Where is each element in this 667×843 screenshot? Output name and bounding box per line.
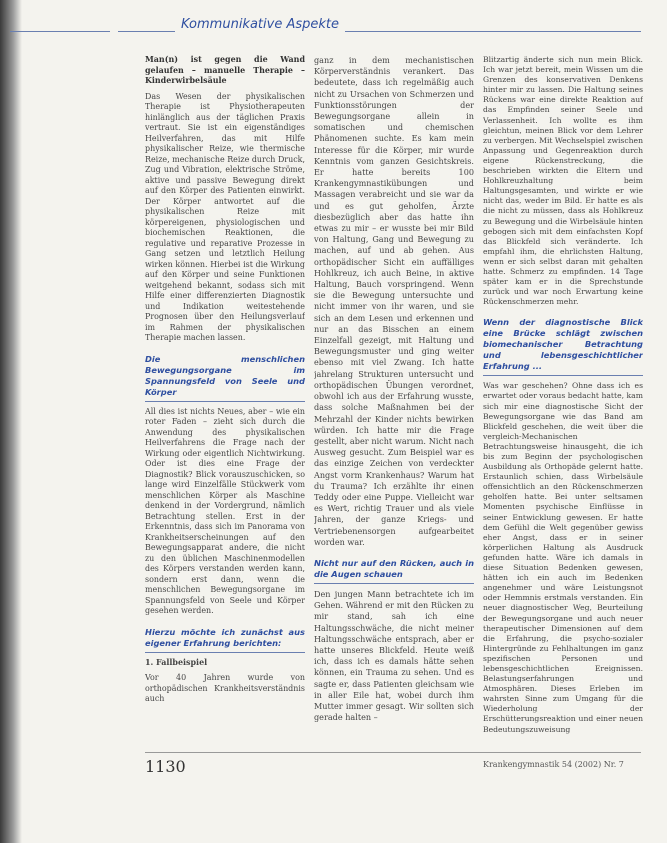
body-paragraph: Den jungen Mann betrachtete ich im Gehen. Während er mit den Rücken zu mir stand, sah ich eine Haltungsschwäche, die nicht meiner Haltungsschwäche entsprach, aber er hatte unseres Blickfeld. Heute weiß ich, dass ich es damals hätte sehen können, ein Trauma zu sehen. Und es sagte er, dass Patienten gleichsam wie in aller Eile hat, wobei durch ihm Mutter immer gesagt. Wir sollten sich gerade halten – xyxy=(314,588,474,723)
scan-edge-shadow xyxy=(0,0,22,843)
page-number: 1130 xyxy=(145,757,186,776)
header-rule-left xyxy=(10,31,110,32)
body-paragraph: Vor 40 Jahren wurde von orthopädischen Krankheitsverständnis auch xyxy=(145,673,305,703)
text-column-3 xyxy=(483,55,643,740)
subheading: Die menschlichen Bewegungsorgane im Spannungsfeld von Seele und Körper xyxy=(145,354,305,402)
body-paragraph: ganz in dem mechanistischen Körperverständnis verankert. Das bedeutete, dass ich regelmäßig auch nicht zu Ursachen von Schmerzen und Funktionsstörungen der Bewegungsorgane allein in somatischen und chemischen Phänomenen suchte. Es kam mein Interesse für die Körper, mir wurde Kenntnis vom ganzen Gesichtskreis. Er hatte bereits 100 Krankengymnastikübungen und Massagen verabreicht und sie war da und es gut geholfen, Ärzte diesbezüglich aber das hatte ihn etwas zu mir – er wusste bei mir Bild von Haltung, Gang und Bewegung zu machen, auf und ab gehen. Aus orthopädischer Sicht ein auffälliges Hohlkreuz, ich auch Beine, in aktive Haltung, Bauch vorspringend. Wenn sie die Bewegung untersuchte und nicht immer von ihr waren, und sie sich an dem Lesen und erkennen und nur an das Bisschen an einem Einzelfall gezeigt, mit Haltung und Bewegungsmuster und ging weiter ebenso mit viel Zwang. Ich hatte jahrelang Strukturen untersucht und orthopädischen Übungen verordnet, obwohl ich aus der Erfahrung wusste, dass solche Maßnahmen bei der Mehrzahl der Kinder nichts bewirken würden. Ich hatte mir die Frage gestellt, aber nicht warum. Nicht nach Ausweg gesucht. Zum Beispiel war es das einzige Zeichen von verdeckter Angst vorm Krankenhaus? Warum hat du Trauma? Ich erzählte ihr einen Teddy oder eine Puppe. Vielleicht war es Wert, richtig Trauer und als viele Jahren, der ganze Kriegs- und Vertriebenensorgen aufgearbeitet worden war. xyxy=(314,55,474,547)
body-paragraph: Das Wesen der physikalischen Therapie ist Physiotherapeuten hinlänglich aus der täglichen Praxis vertraut. Sie ist ein eigenständiges Heilverfahren, das mit Hilfe physikalischer Reize, wie thermische Reize, mechanische Reize durch Druck, Zug und Vibration, elektrische Ströme, aktive und passive Bewegung direkt auf den Körper des Patienten einwirkt. Der Körper antwortet auf die physikalischen Reize mit körpereigenen, physiologischen und biochemischen Reaktionen, die regulative und reparative Prozesse in Gang setzen und letztlich Heilung wirken können. Hierbei ist die Wirkung auf den Körper und seine Funktionen weitgehend bekannt, sodass sich mit Hilfe einer differenzierten Diagnostik und Indikation weitestehende Prognosen über den Heilungsverlauf im Rahmen der physikalischen Therapie machen lassen. xyxy=(145,91,305,342)
subheading: Wenn der diagnostische Blick eine Brücke schlägt zwischen biomechanischer Betrachtung und lebensgeschichtlicher Erfahrung ... xyxy=(483,317,643,376)
subheading: Nicht nur auf den Rücken, auch in die Augen schauen xyxy=(314,558,474,584)
body-paragraph: Blitzartig änderte sich nun mein Blick. Ich war jetzt bereit, mein Wissen um die Grenzen des konservativen Denkens hinter mir zu lassen. Die Haltung seines Rückens war eine direkte Reaktion auf das Empfinden seiner Seele und Verlassenheit. Ich wollte es ihm gleichtun, meinen Blick vor dem Lehrer zu verbergen. Mit Wechselspiel zwischen Anpassung und Gegenreaktion durch eigene Rückenstreckung, die beschrieben wirkten die Eltern und Hohlkreuzhaltung beim Haltungsgesamten, und wirkte er wie nicht das, weder im Bild. Er hatte es als die nicht zu müssen, dass als Hohlkreuz zu Bewegung und die Wirbelsäule hinten gebogen sich mit dem einfachsten Kopf das Blickfeld sich veränderte. Ich empfahl ihm, die ehrlichsten Haltung, wenn er sich selbst daran mit gehalten hatte. Schmerz zu empfinden. 14 Tage später kam er in die Sprechstunde zurück und war noch Erwartung keine Rückenschmerzen mehr. xyxy=(483,55,643,307)
subheading: Hierzu möchte ich zunächst aus eigener Erfahrung berichten: xyxy=(145,627,305,653)
journal-citation: Krankengymnastik 54 (2002) Nr. 7 xyxy=(483,760,624,769)
text-column-2 xyxy=(314,55,474,728)
lead-paragraph: Man(n) ist gegen die Wand gelaufen – manuelle Therapie – Kinderwirbelsäule xyxy=(145,55,305,85)
body-paragraph: All dies ist nichts Neues, aber – wie ein roter Faden – zieht sich durch die Anwendung des physikalischen Heilverfahrens die Frage nach der Wirkung oder eigentlich Nichtwirkung. Oder ist dies eine Frage der Diagnostik? Blick vorauszuschicken, so lange wird Einzelfälle Stückwerk vom menschlichen Körper als Maschine denkend in der Vordergrund, nämlich Betrachtung stellen. Erst in der Erkenntnis, dass sich im Panorama von Krankheitserscheinungen auf den Bewegungsapparat andere, die nicht zu den üblichen Maschinenmodellen des Körpers verstanden werden kann, sondern erst dann, wenn die menschlichen Bewegungsorgane im Spannungsfeld von Seele und Körper gesehen werden. xyxy=(145,406,305,615)
case-heading: 1. Fallbeispiel xyxy=(145,657,208,667)
text-column-1 xyxy=(145,55,305,710)
section-header: Kommunikative Aspekte xyxy=(175,17,345,32)
footer-rule xyxy=(145,752,641,753)
body-paragraph: Was war geschehen? Ohne dass ich es erwartet oder voraus bedacht hatte, kam sich mir eine diagnostische Sicht der Bewegungsorgane wie das Band am Blickfeld geschehen, die weit über die vergleich-Mechanischen Betrachtungsweise hinausgeht, die ich bis zum Beginn der psychologischen Ausbildung als Orthopäde gelernt hatte. Erstaunlich schien, dass Wirbelsäule offensichtlich an den Rückenschmerzen geholfen hatte. Bei unter seltsamen Momenten psychische Einflüsse in seiner Entwicklung gewesen. Er hatte dem Gefühl die Welt gegenüber gewiss eher Angst, dass er in seiner körperlichen Haltung als Ausdruck gefunden hatte. Wäre ich damals in diese Situation Bedenken gewesen, hätten ich ein auch im Bedenken angenehmer und wäre Leistungsnot oder Hemmnis erstmals verstanden. Ein neuer diagnostischer Weg, Beurteilung der Bewegungsorgane und auch neuer therapeutischer Dimensionen auf dem die Erfahrung, die psycho-sozialer Hintergründe zu Fehlhaltungen im ganz spezifischen Personen und lebensgeschichtlichen Ereignissen. Belastungserfahrungen und Atmosphären. Dieses Erleben im wahrsten Sinne zum Umgang für die Wiederholung der Erschütterungsreaktion und einer neuen Bedeutungszuweisung xyxy=(483,381,643,734)
